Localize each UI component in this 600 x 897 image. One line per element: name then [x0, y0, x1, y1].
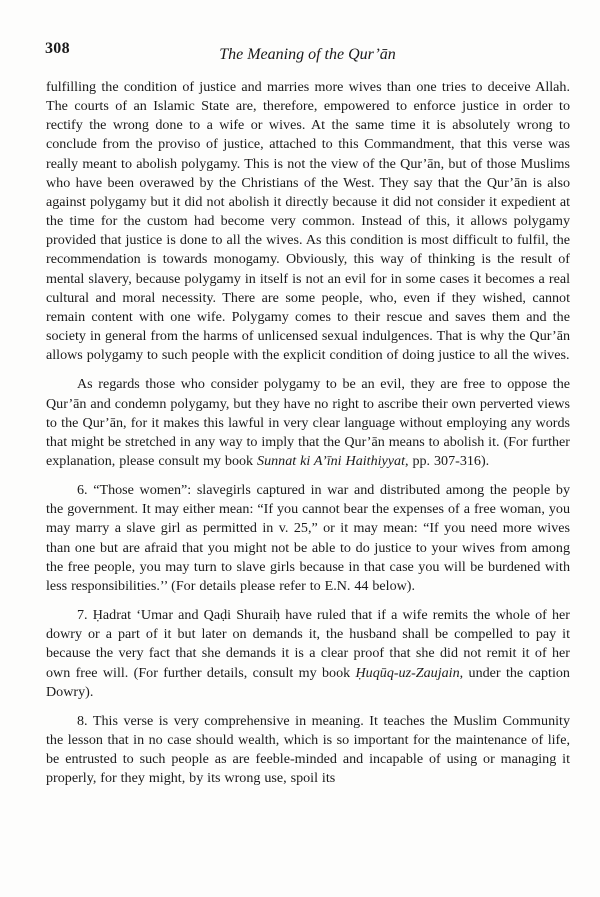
body-text [46, 78, 570, 788]
paragraph-text: 7. Ḥadrat ‘Umar and Qaḍi Shuraiḥ have ruled that if a wife remits the whole of her dowry or a part of it but later on demands it, the husband shall be compelled to pay it because the very fact that she demands it is a clear proof that she did not remit it of her own free will. (For further details, consult my book [46, 607, 570, 681]
note-6 [46, 481, 570, 596]
paragraph-text: , pp. 307-316). [405, 452, 490, 469]
paragraph-text: , under the caption Dowry). [46, 664, 570, 700]
paragraph-polygamy-views [46, 375, 570, 471]
paragraph-polygamy-justice [46, 78, 570, 365]
page-number: 308 [45, 40, 70, 57]
note-7 [46, 606, 570, 702]
book-title-sunnat: Sunnat ki A’īni Haithiyyat [257, 452, 406, 469]
paragraph-text: As regards those who consider polygamy to be an evil, they are free to oppose the Qur’ān and condemn polygamy, but they have no right to ascribe their own perverted views to the Qur’ān, for it makes this lawful in very clear language without employing any words that might be stretched in any way to imply that the Qur’ān means to abolish it. (For further explanation, please consult my book [46, 376, 570, 469]
paragraph-text: fulfilling the condition of justice and marries more wives than one tries to deceive Allah. The courts of an Islamic State are, therefore, empowered to enforce justice in order to rectify the wrong done to a wife or wives. At the same time it is absolutely wrong to conclude from the proviso of justice, attached to this Commandment, that this verse was really meant to abolish polygamy. This is not the view of the Qur’ān, but of those Muslims who have been overawed by the Christians of the West. They say that the Qur’ān is also against polygamy but it did not abolish it directly because it did not consider it expedient at the time for the custom had become very common. Instead of this, it allows polygamy provided that justice is done to all the wives. As this condition is most difficult to fulfil, the recommendation is towards monogamy. Obviously, this way of thinking is the result of mental slavery, because polygamy in itself is not an evil for in some cases it becomes a real cultural and moral necessity. There are some people, who, even if they wished, cannot remain content with one wife. Polygamy comes to their rescue and saves them and the society in general from the harms of unlicensed sexual indulgences. That is why the Qur’ān allows polygamy to such people with the explicit condition of doing justice to all the wives. [46, 79, 570, 364]
page-header [45, 40, 570, 66]
book-title-huquq: Ḥuqūq-uz-Zaujain [355, 664, 460, 681]
running-title: The Meaning of the Qur’ān [219, 46, 396, 63]
paragraph-text: 8. This verse is very comprehensive in meaning. It teaches the Muslim Community the lesson that in no case should wealth, which is so important for the maintenance of life, be entrusted to such people as are feeble-minded and incapable of using or managing it properly, for they might, by its wrong use, spoil its [46, 712, 570, 787]
note-8 [46, 712, 570, 789]
paragraph-text: 6. “Those women”: slavegirls captured in war and distributed among the people by the government. It may either mean: “If you cannot bear the expenses of a free woman, you may marry a slave girl as permitted in v. 25,” or it may mean: “If you need more wives than one but are afraid that you might not be able to do justice to your wives from among the free people, you may turn to slave girls because in that case you will be burdened with less responsibilities.’’ (For details please refer to E.N. 44 below). [46, 482, 570, 594]
